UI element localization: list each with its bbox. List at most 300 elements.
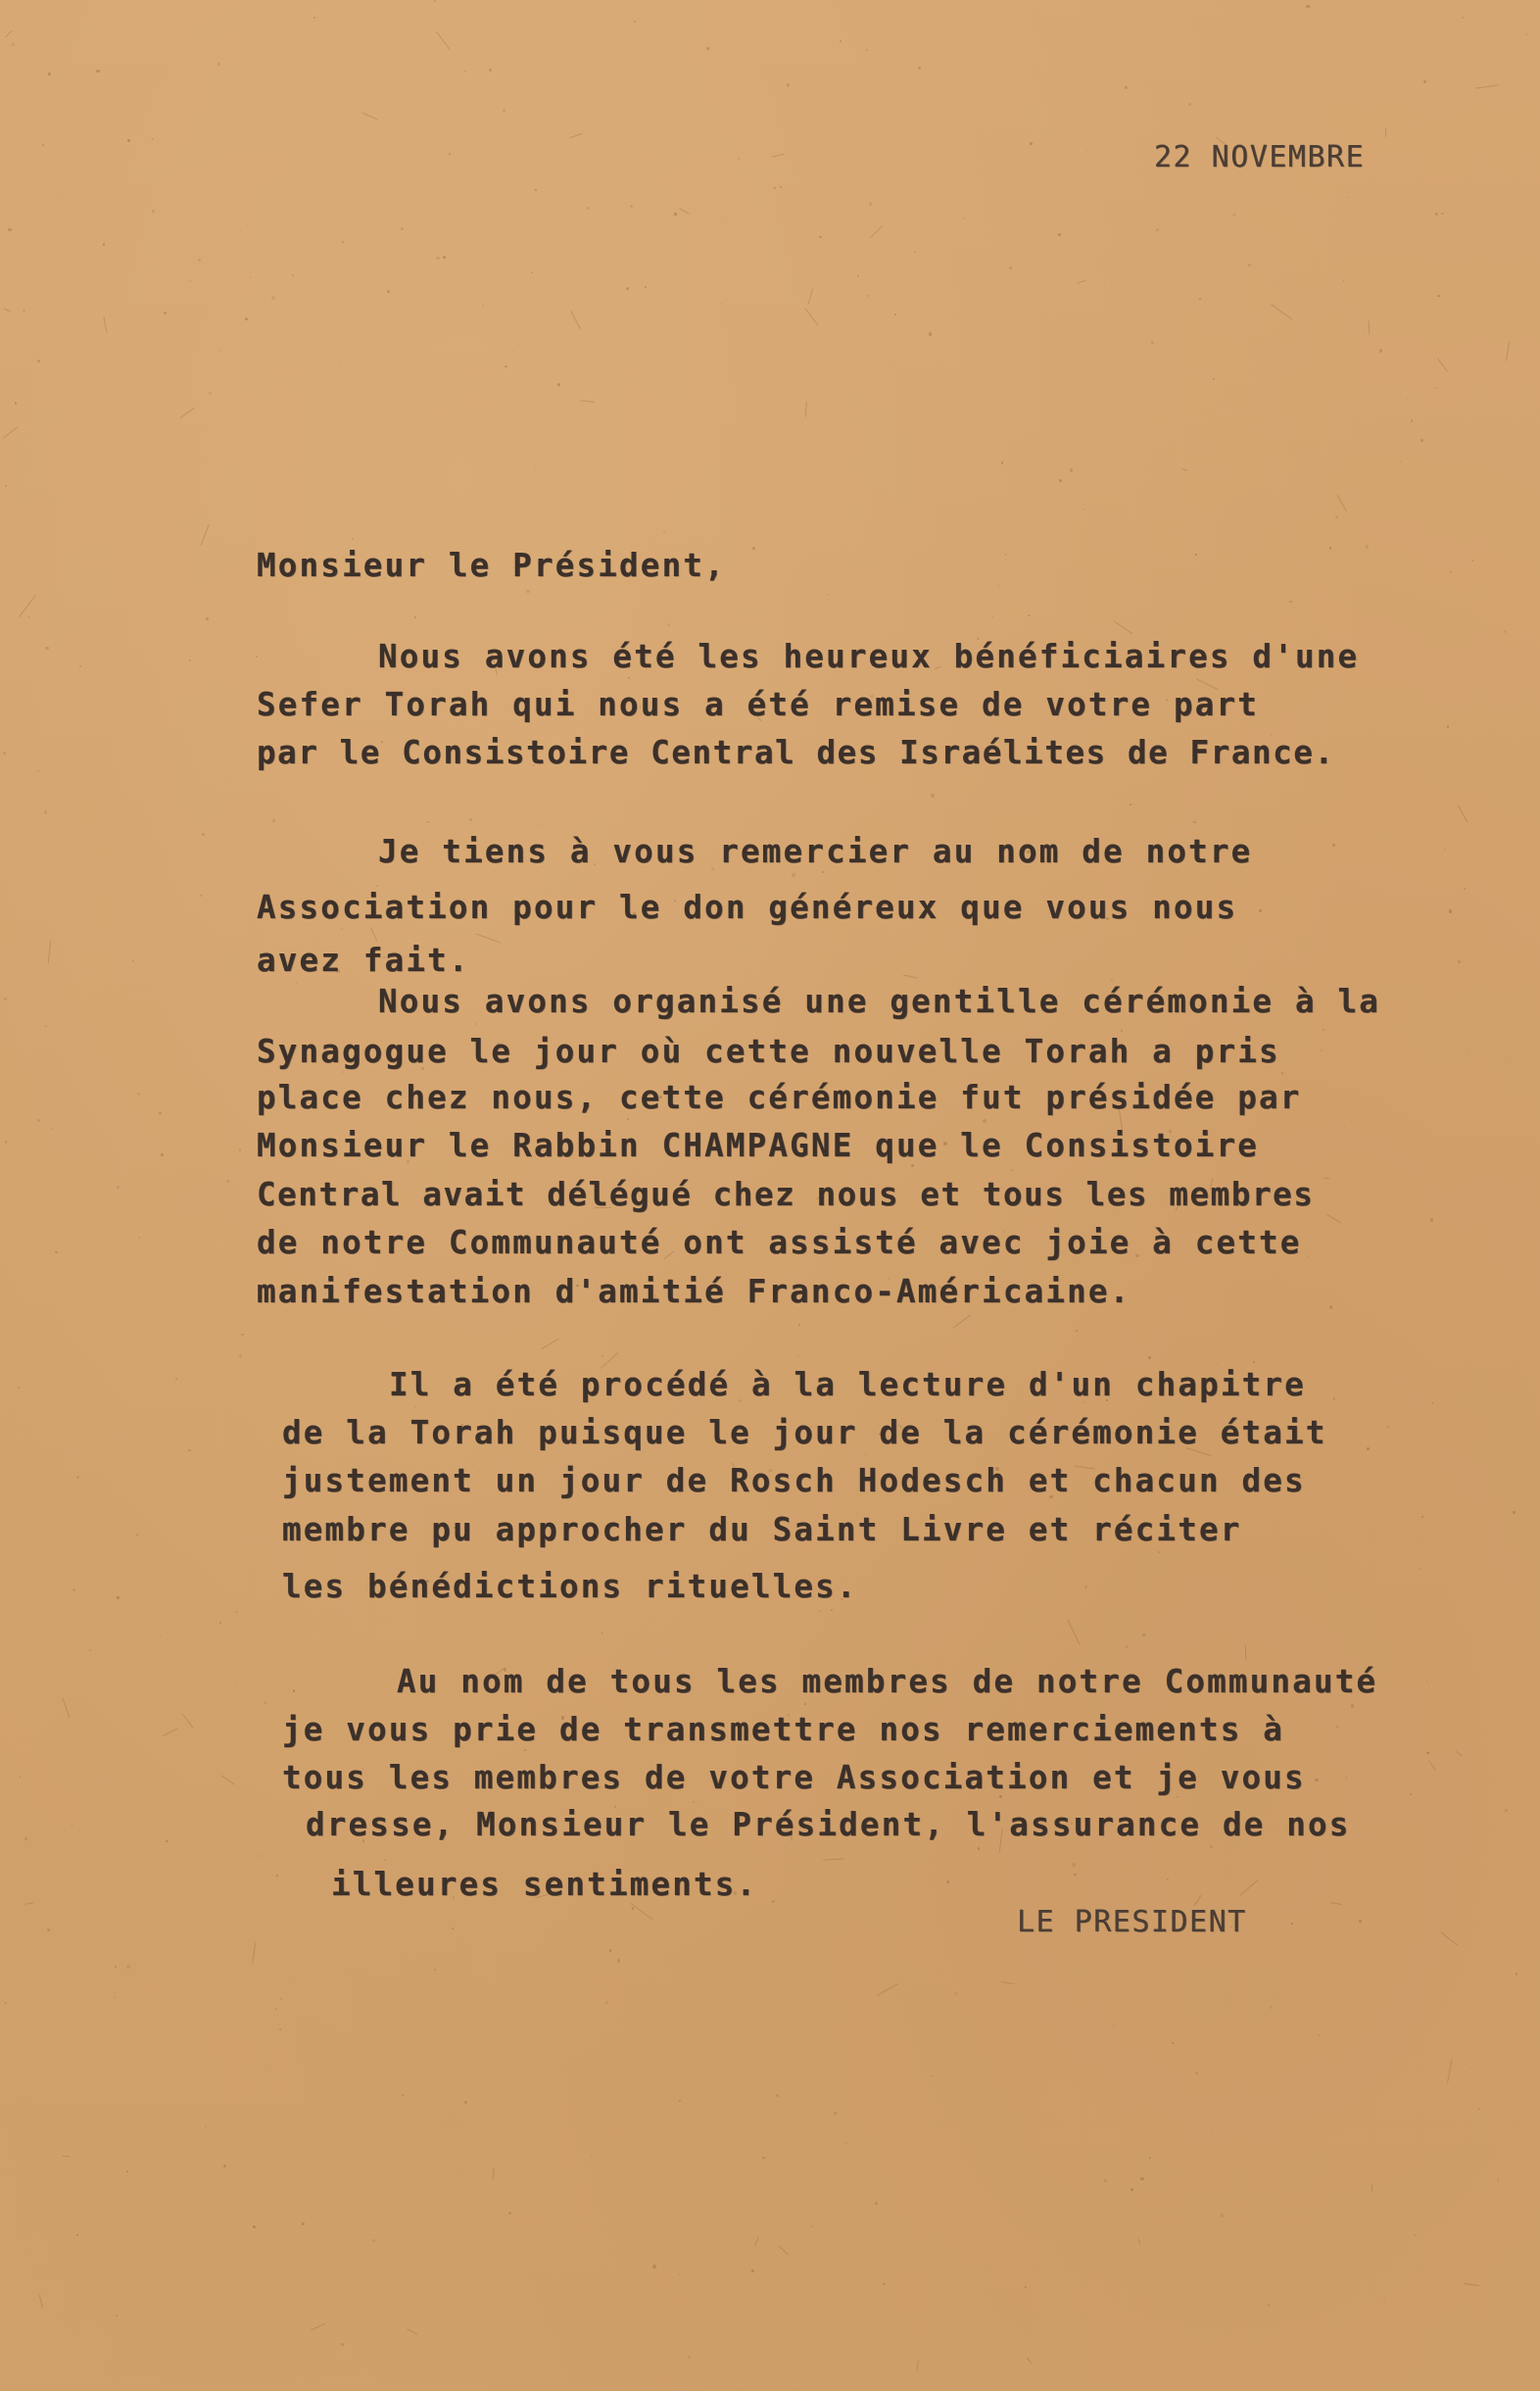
- paper-speckle: [1188, 103, 1191, 106]
- paper-fiber: [164, 1728, 178, 1736]
- paper-speckle: [762, 2157, 765, 2160]
- paper-speckle: [914, 251, 915, 252]
- paper-speckle: [1291, 1923, 1292, 1924]
- paper-speckle: [1426, 1752, 1428, 1754]
- paper-speckle: [322, 1165, 323, 1166]
- paragraph3-line6: de notre Communauté ont assisté avec joie à cette: [257, 1224, 1302, 1261]
- paper-fiber: [1245, 1645, 1247, 1660]
- paper-speckle: [1329, 547, 1332, 550]
- paper-speckle: [296, 982, 298, 984]
- paper-speckle: [1426, 1680, 1427, 1681]
- paragraph5-line3: tous les membres de votre Association et je vous: [282, 1759, 1306, 1796]
- paper-speckle: [1009, 267, 1012, 269]
- paper-fiber: [252, 1942, 256, 1963]
- paper-speckle: [1410, 1793, 1412, 1795]
- paper-speckle: [911, 1164, 914, 1167]
- paper-speckle: [505, 366, 506, 367]
- paper-speckle: [627, 1118, 629, 1120]
- paper-speckle: [72, 1588, 75, 1591]
- paper-speckle: [4, 998, 7, 1000]
- paper-speckle: [116, 2315, 118, 2317]
- paragraph5-line1: Au nom de tous les membres de notre Communauté: [397, 1663, 1378, 1700]
- paper-speckle: [738, 158, 740, 160]
- paper-speckle: [751, 2269, 754, 2272]
- paper-speckle: [630, 1620, 631, 1621]
- signature-block: LE PRESIDENT: [1017, 1905, 1247, 1939]
- paper-speckle: [630, 205, 633, 208]
- paper-speckle: [189, 659, 191, 661]
- paragraph1-line3: par le Consistoire Central des Israélites de France.: [257, 734, 1335, 771]
- paper-speckle: [1125, 86, 1128, 89]
- paper-speckle: [375, 290, 376, 291]
- paper-speckle: [341, 2169, 342, 2170]
- paper-speckle: [253, 2225, 256, 2228]
- paper-speckle: [449, 153, 451, 155]
- paper-speckle: [489, 69, 492, 72]
- paper-fiber: [1115, 621, 1133, 634]
- paper-fiber: [1385, 127, 1386, 136]
- paper-speckle: [1199, 298, 1201, 300]
- paper-speckle: [864, 1454, 866, 1456]
- paper-speckle: [1217, 1363, 1218, 1364]
- paper-speckle: [535, 189, 537, 191]
- paper-speckle: [602, 1355, 603, 1357]
- paper-speckle: [414, 616, 416, 618]
- paper-fiber: [680, 209, 690, 215]
- paragraph1-line1: Nous avons été les heureux bénéficiaires d'une: [378, 638, 1360, 675]
- paper-speckle: [161, 1153, 165, 1157]
- paper-speckle: [772, 1900, 775, 1903]
- paper-speckle: [339, 365, 340, 366]
- paper-fiber: [4, 308, 11, 312]
- paper-speckle: [226, 1180, 229, 1183]
- paper-speckle: [1005, 554, 1006, 555]
- paper-speckle: [991, 616, 992, 617]
- paper-speckle: [1462, 17, 1464, 19]
- paper-speckle: [307, 356, 308, 357]
- paper-fiber: [779, 2246, 790, 2256]
- paper-fiber: [823, 1858, 843, 1860]
- paper-speckle: [229, 780, 230, 781]
- paper-speckle: [1423, 80, 1426, 83]
- paper-speckle: [804, 1703, 806, 1705]
- paper-speckle: [1513, 1511, 1515, 1513]
- paper-speckle: [5, 485, 8, 488]
- paper-speckle: [89, 891, 90, 892]
- paper-fiber: [571, 311, 582, 329]
- paper-speckle: [1464, 888, 1466, 890]
- paper-speckle: [840, 40, 842, 42]
- paper-speckle: [44, 810, 47, 813]
- paper-speckle: [1074, 1874, 1076, 1876]
- paper-speckle: [1270, 2006, 1272, 2008]
- paper-speckle: [1030, 142, 1033, 145]
- paper-speckle: [674, 213, 677, 216]
- paper-speckle: [96, 70, 99, 73]
- paper-speckle: [964, 218, 966, 220]
- paper-speckle: [520, 1657, 521, 1658]
- paper-fiber: [1506, 341, 1510, 361]
- paper-speckle: [425, 2226, 426, 2227]
- paper-speckle: [1351, 1704, 1354, 1707]
- paper-speckle: [1478, 2108, 1480, 2110]
- paragraph4-line2: de la Torah puisque le jour de la cérémonie était: [282, 1414, 1327, 1451]
- paper-speckle: [37, 770, 39, 772]
- paper-speckle: [159, 1112, 161, 1114]
- paper-fiber: [63, 1697, 71, 1717]
- paper-speckle: [845, 2142, 847, 2144]
- paper-speckle: [1507, 1060, 1508, 1061]
- paper-speckle: [166, 1840, 168, 1843]
- paper-speckle: [1142, 1634, 1145, 1636]
- paper-fiber: [1026, 2357, 1031, 2363]
- paper-speckle: [932, 2075, 933, 2076]
- paper-speckle: [819, 236, 822, 239]
- paper-fiber: [772, 153, 785, 157]
- paper-speckle: [280, 1998, 282, 2000]
- paper-speckle: [1410, 1691, 1411, 1692]
- paper-speckle: [1131, 2188, 1133, 2191]
- paper-speckle: [261, 1855, 262, 1856]
- paper-speckle: [883, 2283, 885, 2285]
- paper-speckle: [1086, 150, 1088, 152]
- paper-speckle: [1148, 1356, 1151, 1359]
- paragraph2-line1: Je tiens à vous remercier au nom de notre: [378, 833, 1253, 870]
- paper-speckle: [1345, 1777, 1347, 1779]
- paper-fiber: [1325, 1214, 1340, 1224]
- paper-speckle: [998, 585, 999, 586]
- paper-fiber: [953, 1314, 971, 1328]
- paper-speckle: [721, 303, 723, 305]
- paper-speckle: [591, 2156, 593, 2158]
- letter-date: 22 NOVEMBRE: [1154, 140, 1366, 174]
- paper-fiber: [1368, 320, 1370, 335]
- paper-speckle: [1335, 515, 1338, 518]
- paper-fiber: [201, 524, 210, 546]
- paper-speckle: [1306, 5, 1310, 9]
- paper-speckle: [24, 1837, 27, 1840]
- paper-speckle: [1407, 399, 1409, 401]
- paper-speckle: [609, 1949, 611, 1951]
- paper-speckle: [1470, 2068, 1471, 2069]
- paper-speckle: [1308, 1255, 1309, 1256]
- paper-speckle: [519, 344, 520, 345]
- paper-speckle: [1450, 571, 1452, 573]
- paper-speckle: [1435, 213, 1438, 216]
- paper-speckle: [828, 594, 830, 596]
- paper-speckle: [103, 243, 105, 245]
- paper-speckle: [164, 312, 167, 315]
- paper-fiber: [1181, 468, 1187, 471]
- paper-fiber: [1464, 2283, 1479, 2286]
- paragraph3-line5: Central avait délégué chez nous et tous les membres: [257, 1176, 1315, 1213]
- paper-speckle: [634, 21, 636, 23]
- paper-speckle: [1289, 601, 1291, 603]
- paper-speckle: [632, 1907, 634, 1909]
- paragraph3-line1: Nous avons organisé une gentille cérémonie à la: [378, 983, 1381, 1020]
- paragraph4-line4: membre pu approcher du Saint Livre et réciter: [282, 1511, 1242, 1548]
- paper-speckle: [395, 1643, 396, 1644]
- paper-fiber: [542, 1338, 559, 1349]
- paper-speckle: [52, 1128, 53, 1129]
- paper-fiber: [437, 32, 451, 51]
- paragraph4-line5: les bénédictions rituelles.: [282, 1568, 858, 1605]
- paper-speckle: [250, 276, 251, 277]
- paper-speckle: [1468, 1052, 1469, 1054]
- paper-speckle: [502, 243, 503, 244]
- paper-speckle: [1149, 2157, 1151, 2159]
- paper-speckle: [414, 1406, 416, 1408]
- paper-fiber: [3, 426, 19, 439]
- paper-speckle: [436, 257, 440, 261]
- paper-speckle: [219, 350, 220, 351]
- paper-speckle: [200, 895, 203, 898]
- paper-fiber: [1371, 2184, 1372, 2191]
- paper-speckle: [1366, 545, 1370, 549]
- paper-speckle: [946, 1880, 949, 1883]
- paper-speckle: [503, 109, 506, 113]
- paper-speckle: [37, 1119, 40, 1122]
- paper-speckle: [1210, 1845, 1213, 1848]
- paper-fiber: [570, 133, 583, 139]
- paper-speckle: [1070, 468, 1073, 471]
- paper-speckle: [1359, 1920, 1362, 1923]
- paper-speckle: [954, 1992, 957, 1995]
- paper-speckle: [1130, 804, 1131, 805]
- paper-speckle: [605, 2001, 608, 2004]
- paper-speckle: [538, 825, 539, 826]
- paper-speckle: [776, 2094, 779, 2097]
- paragraph4-line3: justement un jour de Rosch Hodesch et chacun des: [282, 1462, 1306, 1499]
- paper-speckle: [857, 274, 859, 276]
- paper-speckle: [223, 2165, 226, 2168]
- paper-speckle: [1268, 2304, 1271, 2307]
- paper-speckle: [205, 2125, 207, 2127]
- paper-speckle: [1140, 2177, 1144, 2181]
- paper-fiber: [493, 2168, 495, 2180]
- paper-speckle: [867, 295, 869, 297]
- paper-speckle: [434, 0, 436, 2]
- paper-speckle: [1504, 630, 1508, 634]
- paper-speckle: [557, 383, 560, 386]
- paper-speckle: [12, 43, 15, 46]
- paper-speckle: [1387, 1426, 1389, 1428]
- paper-speckle: [126, 1965, 130, 1969]
- paper-fiber: [1447, 2060, 1452, 2082]
- paper-speckle: [426, 821, 428, 823]
- paper-speckle: [372, 2239, 375, 2242]
- paper-speckle: [737, 1942, 738, 1943]
- paper-speckle: [1025, 2286, 1027, 2288]
- paper-speckle: [1444, 849, 1446, 851]
- paper-speckle: [1505, 1809, 1508, 1812]
- paragraph2-line3: avez fait.: [257, 942, 470, 979]
- paper-speckle: [152, 210, 155, 213]
- paper-speckle: [1420, 439, 1423, 442]
- paper-speckle: [524, 1749, 526, 1751]
- paper-speckle: [645, 286, 647, 288]
- paper-speckle: [1212, 2132, 1213, 2133]
- paper-speckle: [1495, 1482, 1496, 1483]
- paper-speckle: [342, 241, 344, 243]
- paper-fiber: [407, 2329, 417, 2335]
- paper-speckle: [667, 623, 670, 626]
- paper-speckle: [72, 1825, 73, 1827]
- paper-speckle: [983, 1119, 987, 1123]
- paper-speckle: [189, 280, 191, 282]
- paper-fiber: [48, 941, 51, 963]
- paper-speckle: [1156, 228, 1159, 231]
- paper-speckle: [8, 228, 12, 232]
- paper-speckle: [792, 873, 795, 877]
- paper-speckle: [779, 2351, 781, 2353]
- paper-speckle: [529, 365, 530, 366]
- paper-speckle: [42, 144, 44, 146]
- paper-speckle: [452, 1927, 454, 1929]
- paper-fiber: [804, 402, 806, 417]
- paper-speckle: [295, 1976, 296, 1977]
- paper-speckle: [1526, 33, 1528, 35]
- paper-speckle: [256, 656, 257, 657]
- paper-speckle: [1221, 2214, 1225, 2218]
- paper-speckle: [787, 83, 790, 86]
- paper-speckle: [1167, 1879, 1169, 1880]
- paper-speckle: [114, 1996, 115, 1997]
- paper-speckle: [1458, 960, 1461, 963]
- paper-speckle: [1259, 909, 1262, 912]
- paper-speckle: [115, 1966, 117, 1968]
- paper-fiber: [103, 317, 107, 333]
- paper-speckle: [725, 220, 727, 222]
- paper-speckle: [443, 256, 446, 259]
- paper-speckle: [89, 1649, 91, 1651]
- paper-speckle: [245, 317, 248, 320]
- paper-speckle: [127, 139, 130, 142]
- paper-speckle: [1104, 2179, 1107, 2182]
- paper-speckle: [1203, 113, 1204, 114]
- paper-speckle: [1432, 1402, 1434, 1404]
- paper-speckle: [5, 2002, 6, 2003]
- paper-speckle: [1213, 378, 1215, 380]
- paper-speckle: [1126, 1645, 1129, 1648]
- paper-speckle: [15, 402, 17, 404]
- paper-speckle: [264, 1701, 266, 1704]
- paper-speckle: [978, 1847, 980, 1849]
- paper-fiber: [1428, 1760, 1436, 1770]
- paper-speckle: [1153, 249, 1155, 251]
- paper-speckle: [1172, 2042, 1174, 2044]
- paper-fiber: [361, 113, 377, 121]
- paper-speckle: [1333, 1397, 1335, 1399]
- paper-speckle: [1516, 1973, 1518, 1976]
- paper-fiber: [916, 2361, 918, 2371]
- paper-speckle: [302, 2222, 305, 2225]
- paper-speckle: [626, 287, 629, 290]
- paper-speckle: [1447, 725, 1450, 728]
- paper-speckle: [929, 332, 932, 335]
- paper-speckle: [402, 2094, 404, 2096]
- paper-speckle: [1253, 1361, 1255, 1363]
- paper-speckle: [822, 871, 824, 873]
- paper-speckle: [797, 1355, 799, 1357]
- paper-fiber: [182, 1714, 193, 1729]
- paper-fiber: [871, 226, 883, 238]
- paper-speckle: [198, 259, 201, 262]
- paper-speckle: [918, 67, 921, 70]
- paper-speckle: [1028, 614, 1030, 616]
- paper-speckle: [1343, 279, 1344, 280]
- paper-speckle: [160, 1635, 162, 1637]
- paper-speckle: [1430, 1218, 1434, 1222]
- paper-speckle: [217, 63, 220, 66]
- paper-fiber: [1323, 1177, 1329, 1179]
- paper-fiber: [5, 30, 13, 38]
- paper-speckle: [834, 2112, 837, 2115]
- paper-speckle: [275, 2008, 277, 2010]
- paper-speckle: [1010, 1169, 1013, 1172]
- paper-speckle: [602, 1632, 603, 1634]
- paper-speckle: [1083, 509, 1084, 511]
- paper-fiber: [1456, 1751, 1463, 1757]
- paper-speckle: [79, 665, 81, 667]
- paper-speckle: [138, 1237, 140, 1239]
- paper-fiber: [580, 400, 595, 403]
- paper-speckle: [18, 1387, 20, 1389]
- paper-speckle: [293, 1689, 295, 1691]
- paper-fiber: [370, 927, 377, 941]
- paragraph5-line4: dresse, Monsieur le Président, l'assurance de nos: [306, 1806, 1351, 1843]
- paragraph3-line3: place chez nous, cette cérémonie fut présidée par: [257, 1079, 1302, 1116]
- paper-speckle: [1318, 2034, 1320, 2036]
- paragraph3-line4: Monsieur le Rabbin CHAMPAGNE que le Consistoire: [257, 1127, 1260, 1164]
- paper-speckle: [663, 531, 664, 532]
- paper-speckle: [1176, 1581, 1177, 1582]
- paragraph5-line5: illeures sentiments.: [331, 1866, 758, 1903]
- paper-speckle: [276, 1875, 277, 1876]
- paper-fiber: [310, 2323, 325, 2331]
- paper-speckle: [387, 290, 390, 293]
- paper-speckle: [341, 928, 343, 930]
- paper-speckle: [434, 1969, 436, 1971]
- paper-fiber: [1441, 1931, 1458, 1944]
- paper-speckle: [1329, 1305, 1332, 1308]
- paper-fiber: [1077, 280, 1086, 284]
- paragraph2-line2: Association pour le don généreux que vous nous: [257, 889, 1238, 926]
- paper-speckle: [401, 227, 404, 230]
- paper-speckle: [1497, 2178, 1499, 2180]
- paper-speckle: [241, 1334, 244, 1337]
- paper-fiber: [1437, 358, 1448, 371]
- paper-fiber: [1330, 1902, 1342, 1905]
- paper-speckle: [475, 1023, 476, 1024]
- paper-speckle: [526, 590, 529, 593]
- paper-speckle: [337, 282, 338, 283]
- paper-speckle: [117, 1186, 120, 1189]
- paper-speckle: [45, 1026, 46, 1027]
- paper-speckle: [780, 186, 782, 188]
- paper-speckle: [279, 2028, 281, 2030]
- paper-speckle: [652, 2265, 656, 2269]
- paper-speckle: [235, 1611, 238, 1614]
- paper-speckle: [202, 833, 205, 836]
- paper-speckle: [1281, 1072, 1283, 1074]
- paper-speckle: [28, 616, 30, 618]
- paper-fiber: [1001, 1981, 1015, 1984]
- paper-speckle: [1084, 1586, 1087, 1588]
- paper-speckle: [1367, 1447, 1370, 1450]
- paper-speckle: [1059, 479, 1062, 482]
- paper-speckle: [1321, 1049, 1323, 1051]
